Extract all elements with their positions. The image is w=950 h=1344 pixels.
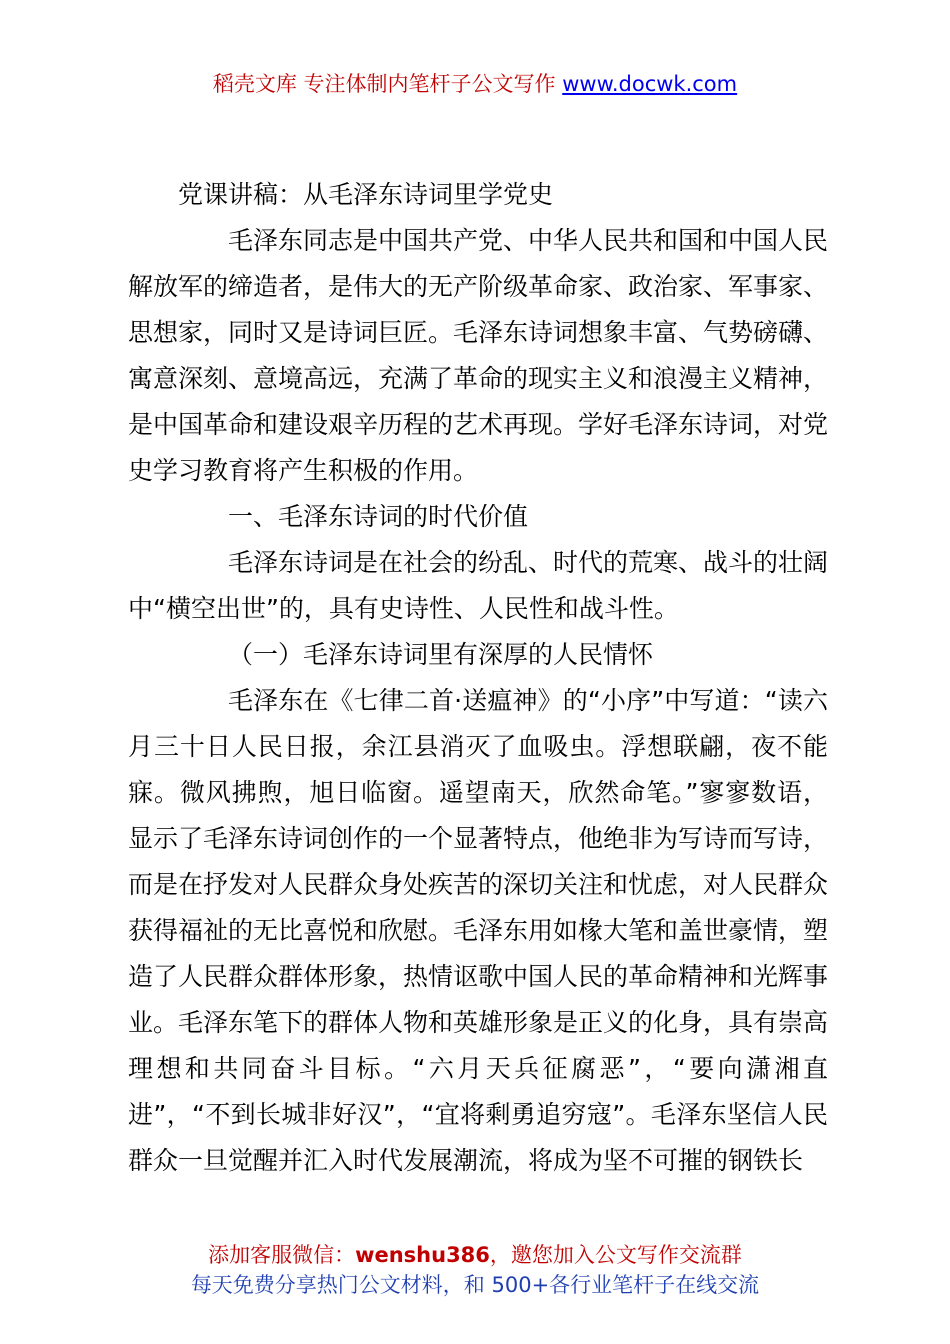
footer-contact-suffix: ，邀您加入公文写作交流群 [489,1243,742,1267]
brand-text: 稻壳文库 专注体制内笔杆子公文写作 [212,72,556,96]
document-body [128,172,828,1184]
wechat-id: wenshu386 [355,1243,490,1267]
paragraph-section-1: 毛泽东诗词是在社会的纷乱、时代的荒寒、战斗的壮阔中“横空出世”的，具有史诗性、人民性和战斗性。 [128,548,829,623]
page-footer [0,1240,950,1300]
footer-contact-line [0,1240,950,1270]
footer-promo-line: 每天免费分享热门公文材料，和 500+各行业笔杆子在线交流 [190,1273,760,1297]
paragraph-intro: 毛泽东同志是中国共产党、中华人民共和国和中国人民解放军的缔造者，是伟大的无产阶级革命家、政治家、军事家、思想家，同时又是诗词巨匠。毛泽东诗词想象丰富、气势磅礴、寓意深刻、意境高远，充满了革命的现实主义和浪漫主义精神，是中国革命和建设艰辛历程的艺术再现。学好毛泽东诗词，对党史学习教育将产生积极的作用。 [128,226,829,485]
subsection-heading-1: （一）毛泽东诗词里有深厚的人民情怀 [228,640,654,669]
paragraph-subsection-1: 毛泽东在《七律二首·送瘟神》的“小序”中写道：“读六月三十日人民日报，余江县消灭了血吸虫。浮想联翩，夜不能寐。微风拂煦，旭日临窗。遥望南天，欣然命笔。”寥寥数语，显示了毛泽东诗词创作的一个显著特点，他绝非为写诗而写诗，而是在抒发对人民群众身处疾苦的深切关注和忧虑，对人民群众获得福祉的无比喜悦和欣慰。毛泽东用如椽大笔和盖世豪情，塑造了人民群众群体形象，热情讴歌中国人民的革命精神和光辉事业。毛泽东笔下的群体人物和英雄形象是正义的化身，具有崇高理想和共同奋斗目标。“六月天兵征腐恶”，“要向潇湘直进”，“不到长城非好汉”，“宜将剩勇追穷寇”。毛泽东坚信人民群众一旦觉醒并汇入时代发展潮流，将成为坚不可摧的钢铁长 [128,686,829,1175]
page-header [0,70,950,98]
document-title: 党课讲稿：从毛泽东诗词里学党史 [178,180,554,209]
site-link[interactable]: www.docwk.com [562,72,738,96]
footer-contact-prefix: 添加客服微信： [208,1243,356,1267]
section-heading-1: 一、毛泽东诗词的时代价值 [228,502,529,531]
